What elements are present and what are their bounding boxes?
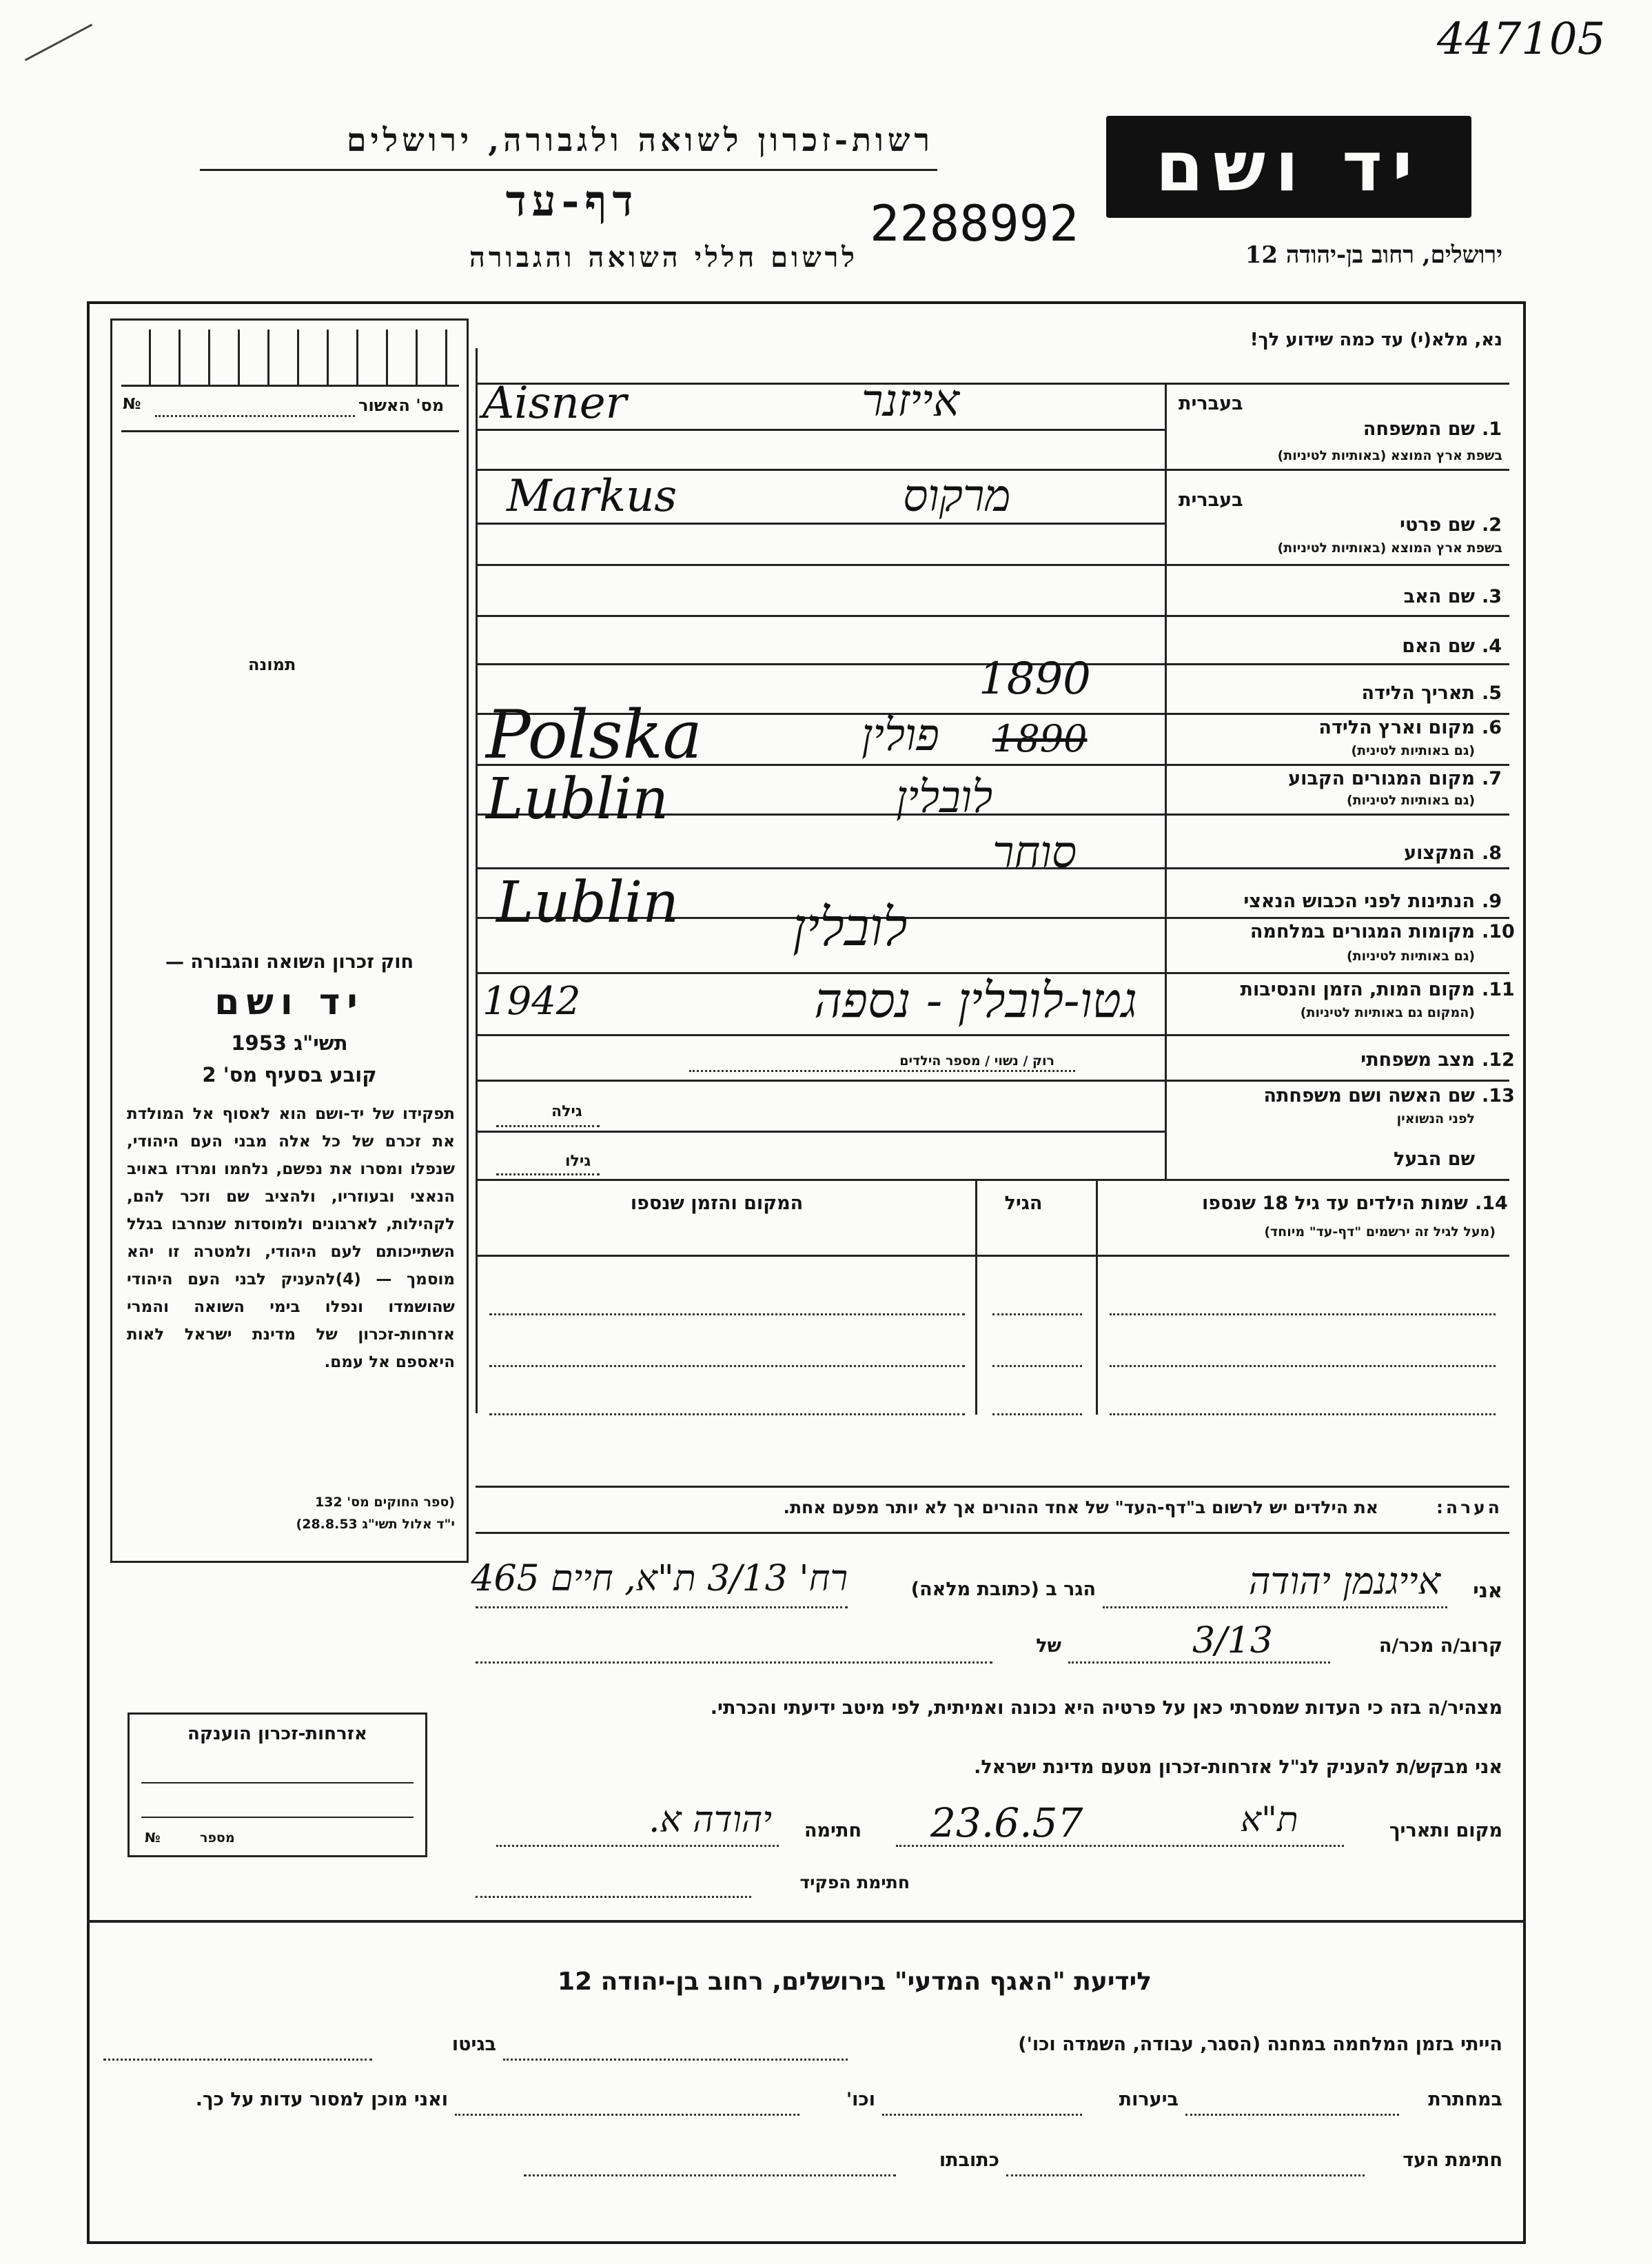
field-1-num: 1. [1482,418,1502,440]
row-rule [476,1179,1509,1181]
row-rule [476,1080,1509,1082]
field-10-label: מקומות המגורים במלחמה [1250,921,1475,942]
bottom-address-label: כתובתו [939,2150,999,2171]
children-row [1110,1413,1496,1415]
yad-vashem-logo [1106,116,1471,218]
bottom-etc: וכו' [846,2089,875,2110]
field-11-sub: (המקום גם באותיות לטיניות) [1300,1005,1475,1020]
field-8-num: 8. [1482,842,1502,864]
husband-age-label: גילו [565,1153,591,1170]
address-line [476,1606,848,1608]
corner-mark [25,23,93,61]
children-label: שמות הילדים עד גיל 18 שנספו [1201,1193,1468,1214]
left-column-box [110,319,469,1563]
field-7-sub: (גם באותיות לטיניות) [1346,793,1475,808]
field-6-label: מקום וארץ הלידה [1318,717,1475,738]
intro-note: נא, מלא(י) עד כמה שידוע לך! [1250,330,1502,350]
field-13-num: 13. [1482,1085,1515,1106]
citizenship-title: אזרחות-זכרון הוענקה [187,1724,367,1744]
citizenship-no-mark: № [145,1830,161,1846]
lang-hebrew-1: בעברית [1179,393,1243,414]
wartime-residence-latin-value: Lublin [496,870,680,936]
children-row [992,1313,1082,1315]
declarant-line [1103,1606,1447,1608]
lang-hebrew-2: בעברית [1179,489,1243,511]
field-3-num: 3. [1482,586,1502,607]
residence-latin-value: Lublin [486,767,669,832]
field-2-sub: בשפת ארץ המוצא (באותיות לטיניות) [1277,540,1502,556]
declaration-date: 23.6.57 [930,1799,1083,1846]
field-1-sub: בשפת ארץ המוצא (באותיות לטיניות) [1277,448,1502,463]
death-year-value: 1942 [482,979,581,1024]
bottom-line2-dots-1 [1185,2114,1399,2116]
declarant-signature: יהודה א. [649,1799,772,1841]
field-4-label: שם האם [1402,636,1475,657]
label-column-divider [1165,383,1167,1179]
declaration-statement: מצהיר/ה בזה כי העדות שמסרתי כאן על פרטיה היא נכונה ואמיתית, לפי מיטב ידיעתי והכרתי. [710,1697,1502,1719]
note-text: את הילדים יש לרשום ב"דף-העד" של אחד ההורים אך לא יותר מפעם אחת. [783,1497,1378,1517]
approval-ticks [121,330,459,387]
field-2-num: 2. [1482,514,1502,536]
field-12-label: מצב משפחתי [1360,1049,1475,1071]
firstname-latin-value: Markus [507,471,677,522]
bottom-witness-signature: חתימת העד [1403,2150,1502,2171]
field-7-num: 7. [1482,768,1502,789]
wartime-residence-hebrew-value: לובלין [793,896,908,958]
note-label: הערה: [1436,1497,1502,1517]
citizenship-number-label: מספר [200,1830,235,1846]
firstname-hebrew-value: מרקוס [903,471,1011,522]
of-line [476,1661,992,1664]
section-divider [87,1920,1526,1923]
wife-age-label: גילה [551,1103,582,1120]
form-number: 2288992 [870,194,1079,252]
photo-label: תמונה [248,655,296,674]
officer-line [476,1896,751,1898]
declarant-i-label: אני [1473,1579,1502,1602]
form-title: דף-עד [505,176,639,226]
children-row [992,1413,1082,1415]
row-rule [476,429,1165,431]
law-ref-1: (ספר החוקים מס' 132 [315,1495,455,1510]
birthplace-struck-value: 1890 [992,717,1088,760]
row-rule [476,523,1165,525]
field-11-label: מקום המות, הזמן והנסיבות [1240,979,1475,1000]
bottom-line3-dots-1 [1006,2174,1365,2176]
birthplace-latin-value: Polska [486,696,702,774]
children-place-col: המקום והזמן שנספו [630,1193,804,1214]
approval-no-mark: № [123,396,141,413]
death-place-value: גטו-לובלין - נספה [814,972,1137,1029]
birthdate-value: 1890 [979,654,1091,705]
law-ref-2: י"ד אלול תשי"ג 28.8.53) [296,1517,455,1532]
row-rule [476,564,1509,566]
declaration-place: ת"א [1241,1799,1298,1839]
children-header-rule [476,1255,1509,1257]
logo-text: יד ושם [1155,126,1422,207]
field-10-sub: (גם באותיות לטיניות) [1346,949,1475,964]
bottom-line1-end: בגיטו [451,2034,496,2055]
row-rule [476,1131,1165,1133]
law-text: תפקידו של יד-ושם הוא לאסוף אל המולדת את זכרם של כל אלה מבני העם היהודי, שנפלו ומסרו את נפשם, נלחמו ומרדו באויב הנאצי ובעוזריו, ולהציב שם וזכר להם, לקהילות, לארגונים ולמוסדות שנחרבו בגלל השתייכותם לעם היהודי, ולמטרה זו יהא מוסמך — (4)להעניק לבני העם היהודי שהושמדו ונפלו בימי השואה והמרי אזרחות-זכרון של מדינת ישראל לאות היאספם אל עמם. [127,1105,455,1371]
grid-top-rule [476,383,1509,385]
children-row [489,1365,965,1367]
field-6-sub: (גם באותיות לטינית) [1351,743,1475,758]
field-1-label: שם המשפחה [1363,418,1475,440]
field-9-label: הנתינות לפני הכבוש הנאצי [1243,891,1475,912]
place-date-label: מקום ותאריך [1389,1820,1502,1841]
field-12-num: 12. [1482,1049,1515,1071]
law-title: חוק זכרון השואה והגבורה — [165,951,414,973]
children-divider-2 [1096,1180,1098,1415]
citizenship-line-2 [141,1817,414,1818]
bottom-title: לידיעת "האגף המדעי" בירושלים, רחוב בן-יהודה 12 [558,1968,1152,1996]
bottom-line2-dots-3 [455,2114,799,2116]
field-3-label: שם האב [1403,586,1475,607]
bottom-line1: הייתי בזמן המלחמה במחנה (הסגר, עבודה, השמדה וכו') [1018,2034,1502,2055]
law-section: קובע בסעיף מס' 2 [202,1063,377,1086]
declaration-request: אני מבקש/ת להעניק לנ"ל אזרחות-זכרון מטעם מדינת ישראל. [974,1757,1502,1778]
field-11-num: 11. [1482,979,1515,1000]
bottom-underground: במחתרת [1428,2089,1502,2110]
bottom-line3-dots-2 [524,2174,896,2176]
children-row [489,1413,965,1415]
form-subtitle: לרשום חללי השואה והגבורה [469,241,858,274]
signature-label: חתימה [804,1820,861,1841]
field-9-num: 9. [1482,891,1502,912]
resides-label: הגר ב (כתובת מלאה) [910,1579,1096,1600]
bottom-line1-dots-2 [103,2059,372,2061]
children-divider-1 [975,1180,977,1415]
signature-line [496,1845,779,1847]
field-5-num: 5. [1482,683,1502,704]
field-8-label: המקצוע [1404,842,1475,864]
note-rule [476,1532,1509,1534]
bottom-willing: ואני מוכן למסור עדות על כך. [195,2089,448,2110]
birthplace-hebrew-value: פולין [861,710,939,761]
children-sub: (מעל לגיל זה ירשמים "דף-עד" מיוחד) [1264,1224,1496,1240]
field-4-num: 4. [1482,636,1502,657]
surname-latin-value: Aisner [482,378,627,429]
approval-line [155,415,355,417]
field-6-num: 6. [1482,717,1502,738]
declarant-name: אייגנמן יהודה [1248,1559,1440,1603]
occupation-value: סוחר [992,827,1077,878]
field-13-label: שם האשה ושם משפחתה [1263,1085,1475,1106]
law-year: תשי"ג 1953 [231,1031,348,1055]
husband-age-line [496,1173,600,1175]
residence-hebrew-value: לובלין [896,772,993,823]
header-rule [200,169,937,171]
relation-line [1068,1661,1330,1664]
bottom-line2-dots-2 [882,2114,1082,2116]
header-address: ירושלים, רחוב בן-יהודה 12 [1245,241,1502,269]
children-age-col: הגיל [1004,1193,1043,1214]
husband-label: שם הבעל [1393,1149,1475,1170]
citizenship-line-1 [141,1782,414,1783]
declarant-address: רח' 3/13 ת"א, חיים 465 [471,1558,848,1599]
of-label: של [1036,1635,1061,1657]
field-5-label: תאריך הלידה [1361,683,1475,704]
surname-hebrew-value: אייזנר [861,376,960,427]
children-row [489,1313,965,1315]
children-num: 14. [1475,1193,1508,1214]
officer-label: חתימת הפקיד [799,1872,910,1892]
field-2-label: שם פרטי [1400,514,1475,536]
org-name: רשות-זכרון לשואה ולגבורה, ירושלים [346,121,934,159]
approval-label: מס' האשור [358,396,445,415]
wife-age-line [496,1125,600,1127]
bottom-forests: ביערות [1119,2089,1179,2110]
row-rule [476,615,1509,617]
approval-rule [121,430,459,432]
family-status-line [689,1070,1075,1072]
field-7-label: מקום המגורים הקבוע [1288,768,1475,789]
law-logo: יד ושם [214,982,365,1023]
row-rule [476,1034,1509,1036]
children-row [1110,1365,1496,1367]
field-12-sub: רוק / נשוי / מספר הילדים [899,1053,1054,1069]
field-13-sub: לפני הנשואין [1396,1111,1475,1126]
archive-number: 447105 [1437,14,1606,65]
bottom-line1-dots [503,2059,848,2061]
children-bottom-rule [476,1486,1509,1488]
relative-label: קרוב/ה מכר/ה [1378,1635,1502,1657]
children-row [992,1365,1082,1367]
grid-left-border [476,348,478,1413]
field-10-num: 10. [1482,921,1515,942]
children-row [1110,1313,1496,1315]
relation-value: 3/13 [1192,1620,1273,1661]
